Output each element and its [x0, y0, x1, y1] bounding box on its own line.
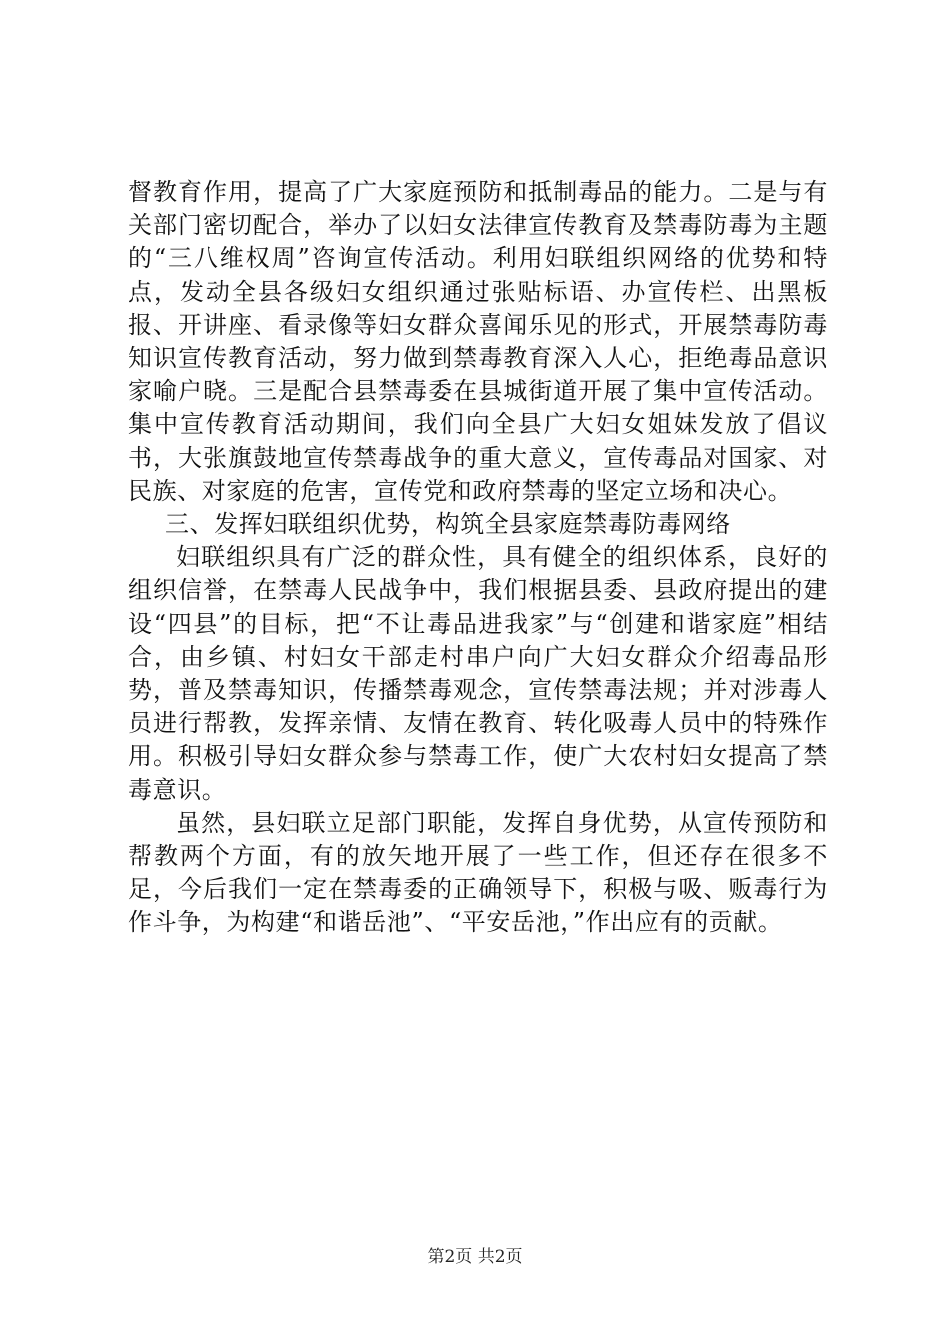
paragraph-conclusion: 虽然，县妇联立足部门职能，发挥自身优势，从宣传预防和帮教两个方面，有的放矢地开展了一些工作，但还存在很多不足，今后我们一定在禁毒委的正确领导下，积极与吸、贩毒行为作斗争，为构建“和谐岳池”、“平安岳池，”作出应有的贡献。	[128, 808, 828, 937]
section-heading-3: 三、发挥妇联组织优势，构筑全县家庭禁毒防毒网络	[165, 510, 731, 539]
document-body	[128, 176, 828, 940]
page-footer: 第2页 共2页	[427, 1247, 523, 1267]
paragraph-section-3: 妇联组织具有广泛的群众性，具有健全的组织体系，良好的组织信誉，在禁毒人民战争中，我们根据县委、县政府提出的建设“四县”的目标，把“不让毒品进我家”与“创建和谐家庭”相结合，由乡镇、村妇女干部走村串户向广大妇女群众介绍毒品形势，普及禁毒知识，传播禁毒观念，宣传禁毒法规；并对涉毒人员进行帮教，发挥亲情、友情在教育、转化吸毒人员中的特殊作用。积极引导妇女群众参与禁毒工作，使广大农村妇女提高了禁毒意识。	[128, 543, 828, 804]
paragraph-continuation: 督教育作用，提高了广大家庭预防和抵制毒品的能力。二是与有关部门密切配合，举办了以妇女法律宣传教育及禁毒防毒为主题的“三八维权周”咨询宣传活动。利用妇联组织网络的优势和特点，发动全县各级妇女组织通过张贴标语、办宣传栏、出黑板报、开讲座、看录像等妇女群众喜闻乐见的形式，开展禁毒防毒知识宣传教育活动，努力做到禁毒教育深入人心，拒绝毒品意识家喻户晓。三是配合县禁毒委在县城街道开展了集中宣传活动。集中宣传教育活动期间，我们向全县广大妇女姐妹发放了倡议书，大张旗鼓地宣传禁毒战争的重大意义，宣传毒品对国家、对民族、对家庭的危害，宣传党和政府禁毒的坚定立场和决心。	[128, 178, 828, 505]
